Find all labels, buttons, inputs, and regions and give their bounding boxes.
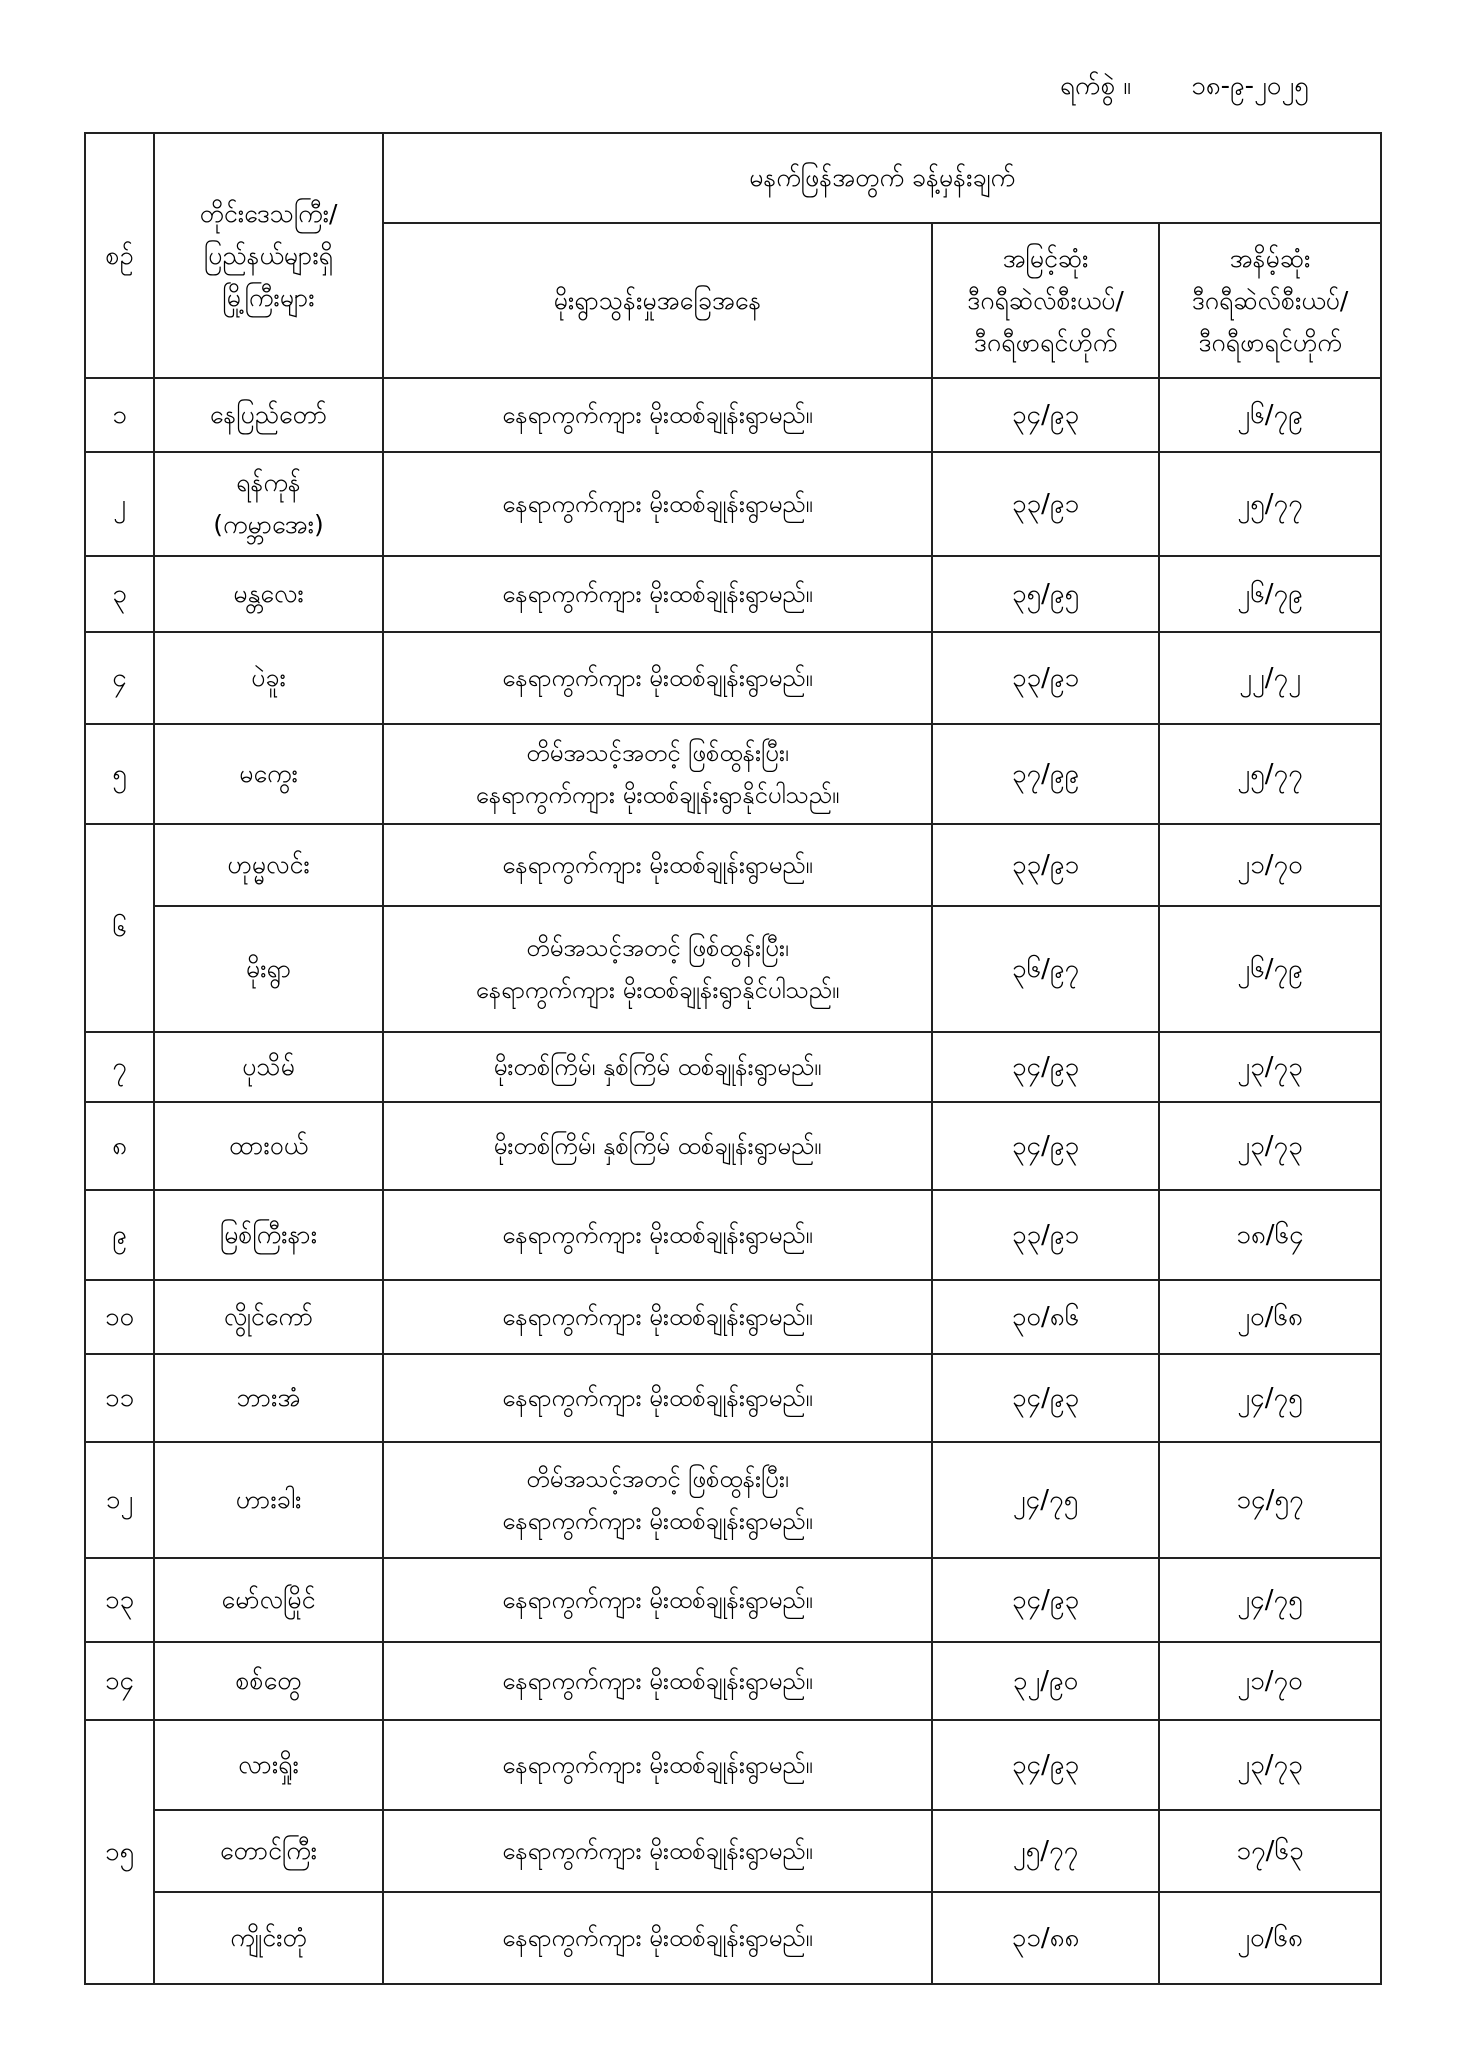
max-temp: ၃၄/၉၃ xyxy=(932,1720,1159,1810)
city-name-line: ထားဝယ် xyxy=(228,1131,309,1160)
table-row xyxy=(85,1354,1381,1442)
row-number: ၁၃ xyxy=(85,1558,154,1642)
rain-condition-line: နေရာကွက်ကျား မိုးထစ်ချုန်းရွာမည်။ xyxy=(502,1507,813,1535)
table-row xyxy=(85,1558,1381,1642)
rain-condition-line: နေရာကွက်ကျား မိုးထစ်ချုန်းရွာမည်။ xyxy=(502,1586,813,1614)
rain-condition xyxy=(383,1720,932,1810)
rain-condition xyxy=(383,1102,932,1190)
rain-condition xyxy=(383,824,932,906)
table-row xyxy=(85,906,1381,1032)
rain-condition-line: နေရာကွက်ကျား မိုးထစ်ချုန်းရွာနိုင်ပါသည်။ xyxy=(475,976,840,1004)
city-name xyxy=(154,824,383,906)
table-row xyxy=(85,378,1381,452)
header-region-line: မြို့ကြီးများ xyxy=(222,282,315,312)
rain-condition xyxy=(383,378,932,452)
rain-condition xyxy=(383,1442,932,1558)
row-number: ၁၂ xyxy=(85,1442,154,1558)
header-region-line: ပြည်နယ်များရှိ xyxy=(203,240,334,270)
rain-condition xyxy=(383,556,932,632)
table-row xyxy=(85,556,1381,632)
min-temp: ၂၆/၇၉ xyxy=(1159,906,1381,1032)
rain-condition xyxy=(383,1190,932,1280)
city-name-line: တောင်ကြီး xyxy=(219,1836,318,1865)
rain-condition xyxy=(383,1280,932,1354)
header-max-line: အမြင့်ဆုံး xyxy=(1002,243,1089,273)
row-number: ၁၁ xyxy=(85,1354,154,1442)
city-name-line: ရန်ကုန် xyxy=(236,468,301,497)
header-max-temp xyxy=(932,223,1159,378)
rain-condition xyxy=(383,1642,932,1720)
row-number: ၅ xyxy=(85,724,154,824)
city-name-line: ပုသိမ် xyxy=(242,1052,295,1081)
row-number: ၉ xyxy=(85,1190,154,1280)
date-line xyxy=(1060,68,1309,107)
header-max-line: ဒီဂရီဖာရင်ဟိုက် xyxy=(973,327,1118,357)
rain-condition-line: နေရာကွက်ကျား မိုးထစ်ချုန်းရွာနိုင်ပါသည်။ xyxy=(475,781,840,809)
max-temp: ၃၃/၉၁ xyxy=(932,824,1159,906)
city-name xyxy=(154,724,383,824)
header-min-line: ဒီဂရီဖာရင်ဟိုက် xyxy=(1198,327,1342,357)
city-name-line: ဘားအံ xyxy=(236,1383,301,1412)
row-number: ၄ xyxy=(85,632,154,724)
rain-condition-line: မိုးတစ်ကြိမ်၊ နှစ်ကြိမ် ထစ်ချုန်းရွာမည်။ xyxy=(493,1132,822,1160)
city-name-line: ဟုမ္မလင်း xyxy=(227,850,310,879)
max-temp: ၃၆/၉၇ xyxy=(932,906,1159,1032)
city-name xyxy=(154,1102,383,1190)
rain-condition-line: နေရာကွက်ကျား မိုးထစ်ချုန်းရွာမည်။ xyxy=(502,401,813,429)
rain-condition-line: တိမ်အသင့်အတင့် ဖြစ်ထွန်းပြီး၊ xyxy=(526,934,789,962)
city-name xyxy=(154,378,383,452)
min-temp: ၂၀/၆၈ xyxy=(1159,1892,1381,1984)
city-name-line: နေပြည်တော် xyxy=(209,400,328,429)
min-temp: ၂၁/၇၀ xyxy=(1159,824,1381,906)
header-max-line: ဒီဂရီဆဲလ်စီးယပ်/ xyxy=(967,285,1124,315)
table-row xyxy=(85,824,1381,906)
max-temp: ၃၅/၉၅ xyxy=(932,556,1159,632)
row-number: ၆ xyxy=(85,824,154,1032)
city-name-line: မြစ်ကြီးနား xyxy=(219,1220,318,1249)
header-no: စဉ် xyxy=(85,133,154,378)
city-name-line: ကျိုင်းတုံ xyxy=(230,1923,307,1952)
row-number: ၈ xyxy=(85,1102,154,1190)
max-temp: ၃၃/၉၁ xyxy=(932,632,1159,724)
rain-condition-line: နေရာကွက်ကျား မိုးထစ်ချုန်းရွာမည်။ xyxy=(502,1837,813,1865)
table-row xyxy=(85,632,1381,724)
table-row xyxy=(85,724,1381,824)
rain-condition-line: နေရာကွက်ကျား မိုးထစ်ချုန်းရွာမည်။ xyxy=(502,851,813,879)
max-temp: ၃၄/၉၃ xyxy=(932,1102,1159,1190)
city-name-line: မန္တလေး xyxy=(233,579,304,608)
header-condition: မိုးရွာသွန်းမှုအခြေအနေ xyxy=(383,223,932,378)
city-name xyxy=(154,452,383,556)
table-row xyxy=(85,1102,1381,1190)
city-name-line: မော်လမြိုင် xyxy=(221,1585,316,1614)
max-temp: ၂၄/၇၅ xyxy=(932,1442,1159,1558)
rain-condition-line: မိုးတစ်ကြိမ်၊ နှစ်ကြိမ် ထစ်ချုန်းရွာမည်။ xyxy=(493,1053,822,1081)
city-name xyxy=(154,1280,383,1354)
rain-condition-line: တိမ်အသင့်အတင့် ဖြစ်ထွန်းပြီး၊ xyxy=(526,739,789,767)
table-row xyxy=(85,1190,1381,1280)
table-row xyxy=(85,1280,1381,1354)
min-temp: ၂၅/၇၇ xyxy=(1159,724,1381,824)
city-name-line: ဟားခါး xyxy=(235,1485,302,1514)
city-name-line: မိုးရွာ xyxy=(245,954,292,983)
city-name xyxy=(154,1558,383,1642)
rain-condition xyxy=(383,1892,932,1984)
city-name-line: (ကမ္ဘာအေး) xyxy=(213,510,324,539)
max-temp: ၃၃/၉၁ xyxy=(932,1190,1159,1280)
min-temp: ၂၃/၇၃ xyxy=(1159,1102,1381,1190)
min-temp: ၂၂/၇၂ xyxy=(1159,632,1381,724)
table-row xyxy=(85,1810,1381,1892)
city-name xyxy=(154,1810,383,1892)
rain-condition-line: နေရာကွက်ကျား မိုးထစ်ချုန်းရွာမည်။ xyxy=(502,664,813,692)
rain-condition-line: နေရာကွက်ကျား မိုးထစ်ချုန်းရွာမည်။ xyxy=(502,490,813,518)
max-temp: ၃၃/၉၁ xyxy=(932,452,1159,556)
max-temp: ၃၂/၉၀ xyxy=(932,1642,1159,1720)
city-name xyxy=(154,906,383,1032)
min-temp: ၂၆/၇၉ xyxy=(1159,378,1381,452)
max-temp: ၃၄/၉၃ xyxy=(932,378,1159,452)
city-name-line: လားရှိုး xyxy=(238,1750,299,1779)
row-number: ၁ xyxy=(85,378,154,452)
min-temp: ၂၀/၆၈ xyxy=(1159,1280,1381,1354)
rain-condition xyxy=(383,452,932,556)
city-name xyxy=(154,1720,383,1810)
table-row xyxy=(85,1032,1381,1102)
header-region xyxy=(154,133,383,378)
city-name xyxy=(154,1892,383,1984)
table-row xyxy=(85,1442,1381,1558)
rain-condition-line: နေရာကွက်ကျား မိုးထစ်ချုန်းရွာမည်။ xyxy=(502,1221,813,1249)
min-temp: ၁၈/၆၄ xyxy=(1159,1190,1381,1280)
forecast-table xyxy=(84,132,1382,1985)
city-name xyxy=(154,556,383,632)
rain-condition-line: တိမ်အသင့်အတင့် ဖြစ်ထွန်းပြီး၊ xyxy=(526,1465,789,1493)
city-name xyxy=(154,1642,383,1720)
max-temp: ၃၄/၉၃ xyxy=(932,1032,1159,1102)
row-number: ၁၄ xyxy=(85,1642,154,1720)
row-number: ၁၀ xyxy=(85,1280,154,1354)
header-min-line: အနိမ့်ဆုံး xyxy=(1229,243,1311,273)
city-name-line: မကွေး xyxy=(239,759,298,788)
min-temp: ၂၆/၇၉ xyxy=(1159,556,1381,632)
table-row xyxy=(85,1642,1381,1720)
city-name-line: ပဲခူး xyxy=(251,663,286,692)
max-temp: ၃၄/၉၃ xyxy=(932,1558,1159,1642)
min-temp: ၂၁/၇၀ xyxy=(1159,1642,1381,1720)
table-row xyxy=(85,452,1381,556)
row-number: ၇ xyxy=(85,1032,154,1102)
rain-condition-line: နေရာကွက်ကျား မိုးထစ်ချုန်းရွာမည်။ xyxy=(502,580,813,608)
header-min-line: ဒီဂရီဆဲလ်စီးယပ်/ xyxy=(1191,285,1349,315)
date-label: ရက်စွဲ ။ xyxy=(1060,71,1132,101)
city-name xyxy=(154,1032,383,1102)
rain-condition xyxy=(383,906,932,1032)
min-temp: ၂၄/၇၅ xyxy=(1159,1558,1381,1642)
city-name xyxy=(154,632,383,724)
rain-condition xyxy=(383,632,932,724)
table-row xyxy=(85,1720,1381,1810)
rain-condition xyxy=(383,1032,932,1102)
rain-condition-line: နေရာကွက်ကျား မိုးထစ်ချုန်းရွာမည်။ xyxy=(502,1924,813,1952)
rain-condition-line: နေရာကွက်ကျား မိုးထစ်ချုန်းရွာမည်။ xyxy=(502,1384,813,1412)
min-temp: ၂၅/၇၇ xyxy=(1159,452,1381,556)
row-number: ၃ xyxy=(85,556,154,632)
rain-condition xyxy=(383,724,932,824)
city-name-line: စစ်တွေ xyxy=(235,1666,302,1695)
min-temp: ၁၄/၅၇ xyxy=(1159,1442,1381,1558)
rain-condition-line: နေရာကွက်ကျား မိုးထစ်ချုန်းရွာမည်။ xyxy=(502,1303,813,1331)
rain-condition xyxy=(383,1354,932,1442)
max-temp: ၃၀/၈၆ xyxy=(932,1280,1159,1354)
rain-condition-line: နေရာကွက်ကျား မိုးထစ်ချုန်းရွာမည်။ xyxy=(502,1667,813,1695)
date-value: ၁၈-၉-၂၀၂၅ xyxy=(1191,71,1309,101)
max-temp: ၃၇/၉၉ xyxy=(932,724,1159,824)
table-row xyxy=(85,1892,1381,1984)
min-temp: ၂၃/၇၃ xyxy=(1159,1032,1381,1102)
rain-condition xyxy=(383,1558,932,1642)
min-temp: ၂၃/၇၃ xyxy=(1159,1720,1381,1810)
header-region-line: တိုင်းဒေသကြီး/ xyxy=(199,198,338,228)
city-name xyxy=(154,1442,383,1558)
min-temp: ၂၄/၇၅ xyxy=(1159,1354,1381,1442)
row-number: ၁၅ xyxy=(85,1720,154,1984)
max-temp: ၃၄/၉၃ xyxy=(932,1354,1159,1442)
max-temp: ၂၅/၇၇ xyxy=(932,1810,1159,1892)
min-temp: ၁၇/၆၃ xyxy=(1159,1810,1381,1892)
city-name xyxy=(154,1354,383,1442)
header-min-temp xyxy=(1159,223,1381,378)
rain-condition xyxy=(383,1810,932,1892)
city-name xyxy=(154,1190,383,1280)
header-forecast-group: မနက်ဖြန်အတွက် ခန့်မှန်းချက် xyxy=(383,133,1381,223)
rain-condition-line: နေရာကွက်ကျား မိုးထစ်ချုန်းရွာမည်။ xyxy=(502,1751,813,1779)
city-name-line: လွိုင်ကော် xyxy=(223,1302,314,1331)
max-temp: ၃၁/၈၈ xyxy=(932,1892,1159,1984)
row-number: ၂ xyxy=(85,452,154,556)
